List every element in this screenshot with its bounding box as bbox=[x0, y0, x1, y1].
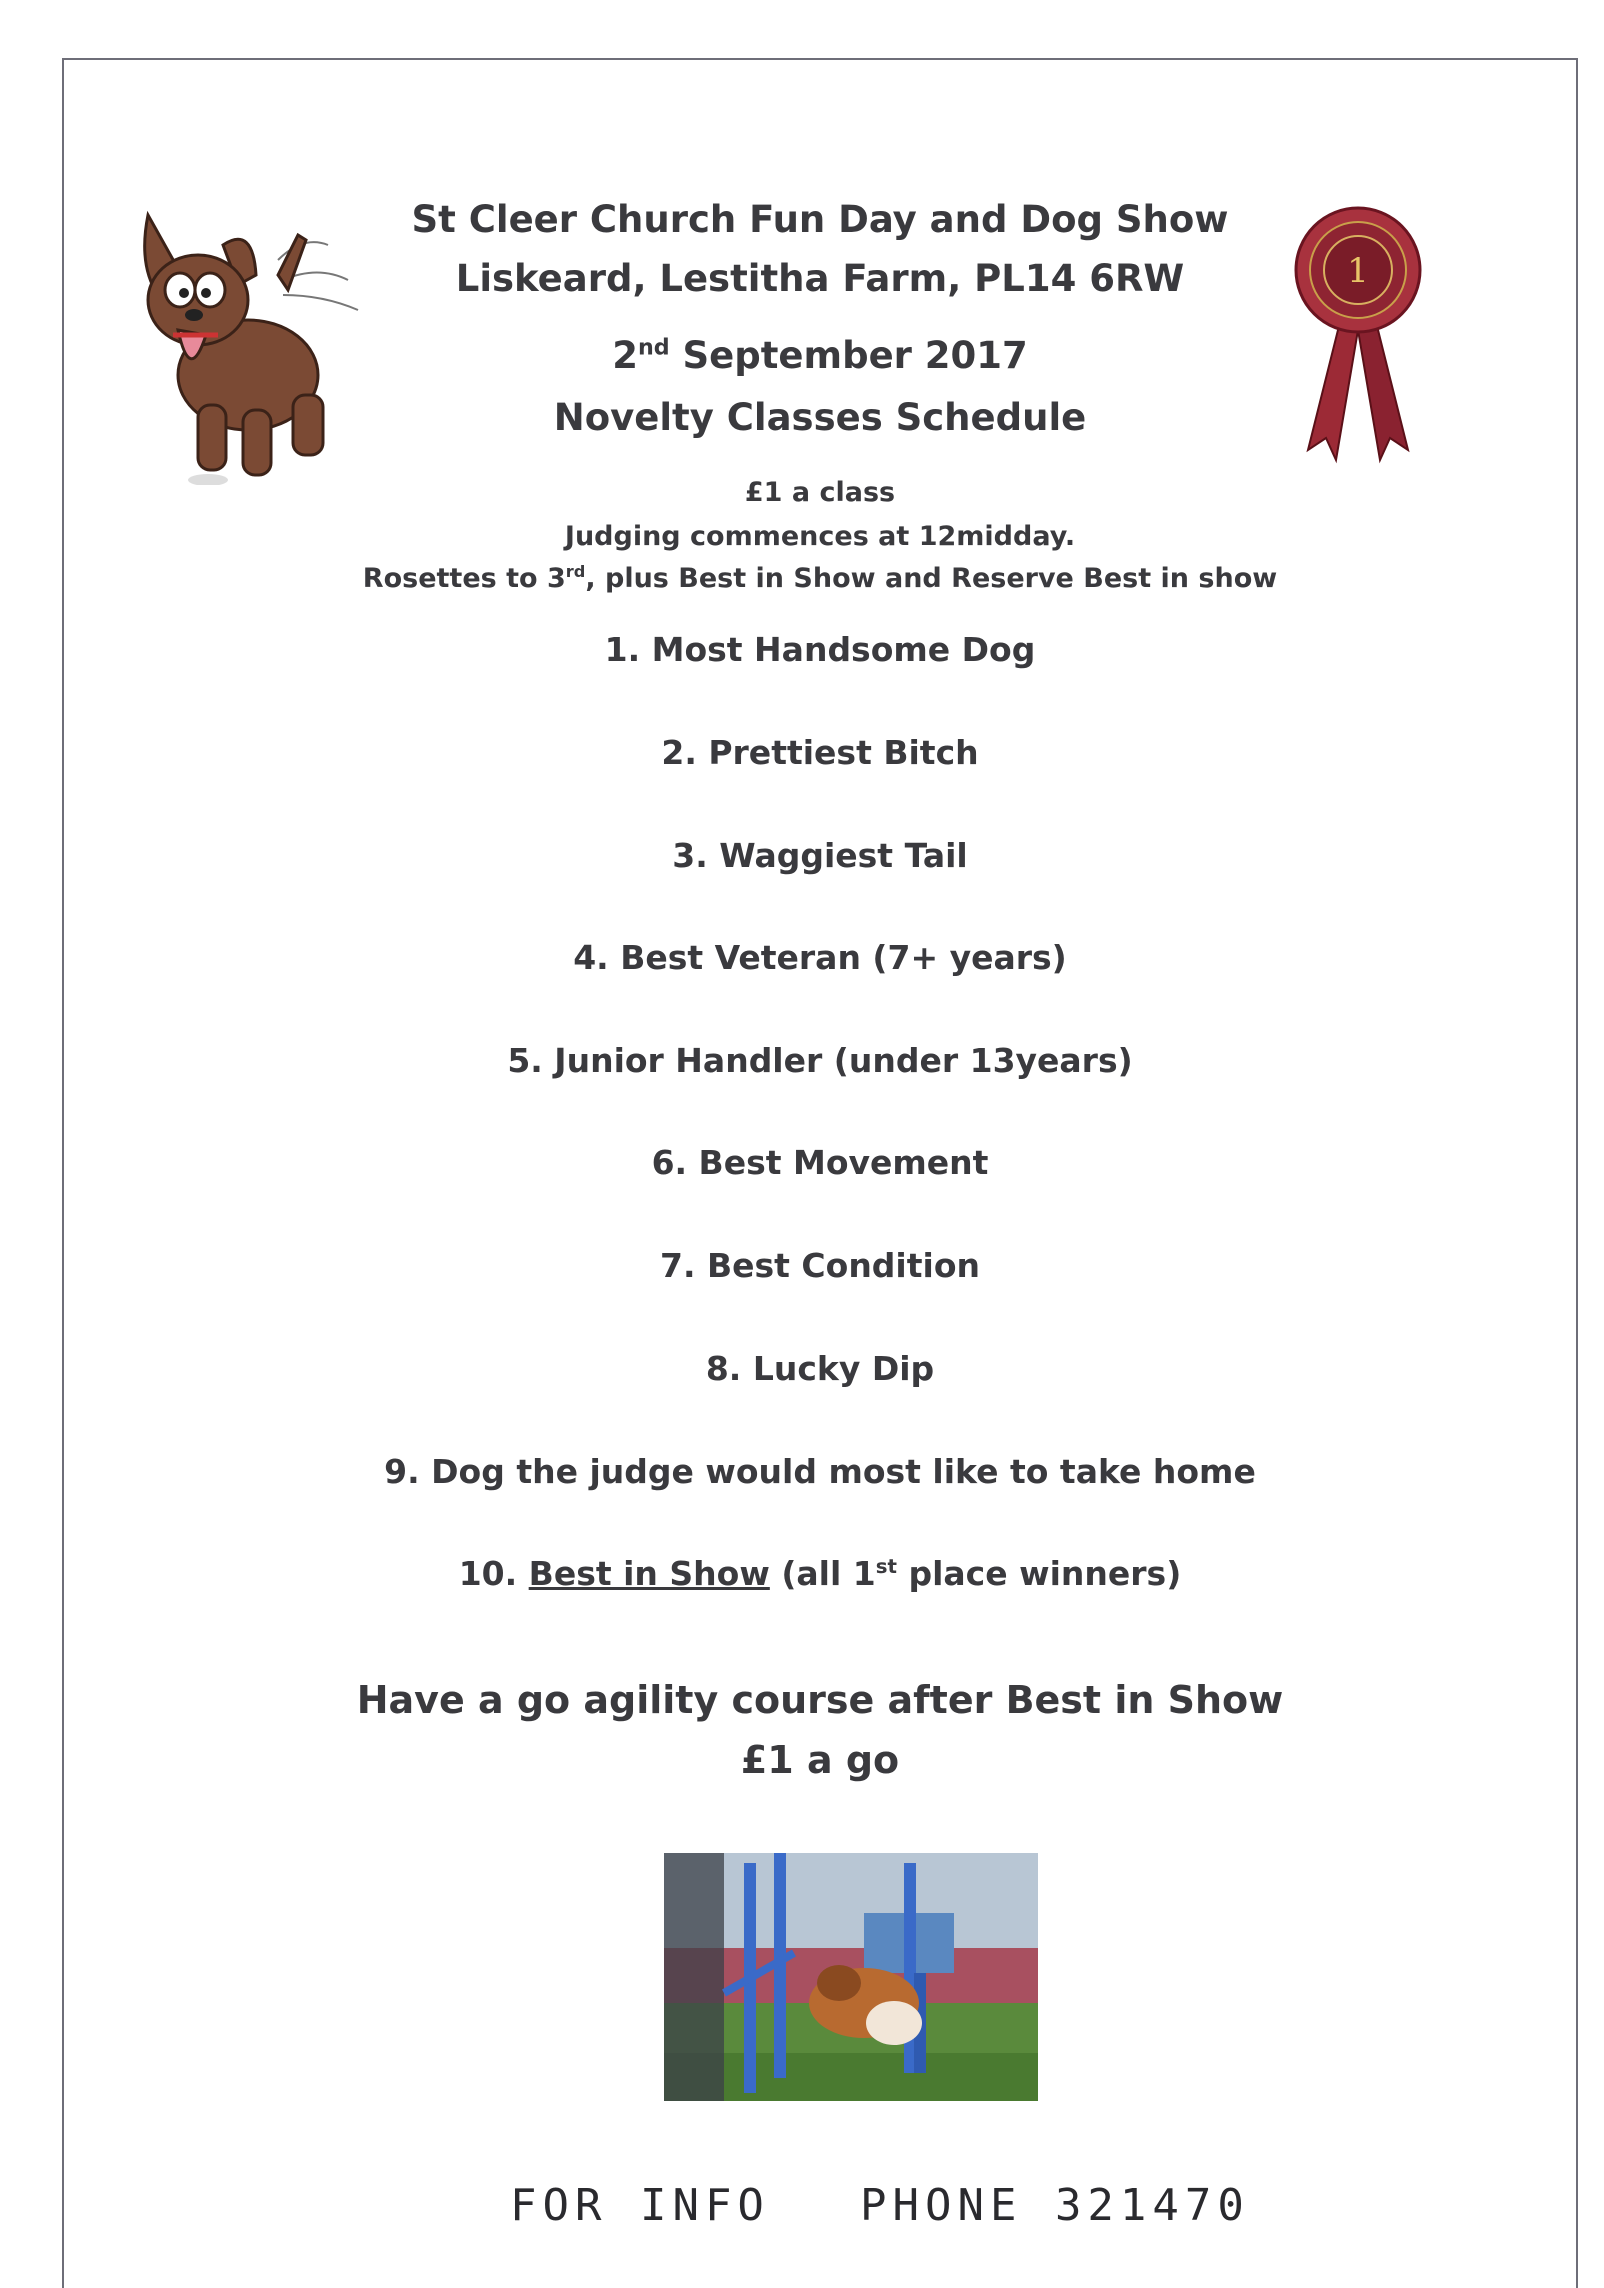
class-item: 9. Dog the judge would most like to take home bbox=[384, 1452, 1256, 1491]
event-title: St Cleer Church Fun Day and Dog Show bbox=[411, 198, 1229, 241]
event-location: Liskeard, Lestitha Farm, PL14 6RW bbox=[455, 257, 1185, 300]
event-date: 2nd September 2017 bbox=[612, 334, 1028, 377]
handwritten-phone: PHONE 321470 bbox=[860, 2180, 1250, 2231]
class-item: 5. Junior Handler (under 13years) bbox=[507, 1041, 1133, 1080]
agility-dog-photo bbox=[664, 1853, 1038, 2101]
class-item: 8. Lucky Dip bbox=[705, 1349, 935, 1388]
agility-fee: £1 a go bbox=[740, 1738, 900, 1782]
class-item: 1. Most Handsome Dog bbox=[604, 630, 1036, 669]
class-item: 4. Best Veteran (7+ years) bbox=[573, 938, 1067, 977]
agility-note: Have a go agility course after Best in Show bbox=[356, 1678, 1284, 1722]
handwritten-for-info: FOR INFO bbox=[510, 2180, 770, 2231]
class-item: 7. Best Condition bbox=[660, 1246, 980, 1285]
class-item-best-in-show: 10. Best in Show (all 1st place winners) bbox=[458, 1554, 1182, 1593]
class-fee: £1 a class bbox=[744, 477, 896, 508]
class-item: 2. Prettiest Bitch bbox=[661, 733, 979, 772]
class-item: 6. Best Movement bbox=[651, 1143, 989, 1182]
rosette-number: 1 bbox=[1347, 251, 1369, 291]
rosettes-info: Rosettes to 3rd, plus Best in Show and Reserve Best in show bbox=[362, 562, 1278, 594]
schedule-title: Novelty Classes Schedule bbox=[553, 396, 1087, 439]
judging-time: Judging commences at 12midday. bbox=[564, 521, 1076, 552]
class-item: 3. Waggiest Tail bbox=[672, 836, 968, 875]
